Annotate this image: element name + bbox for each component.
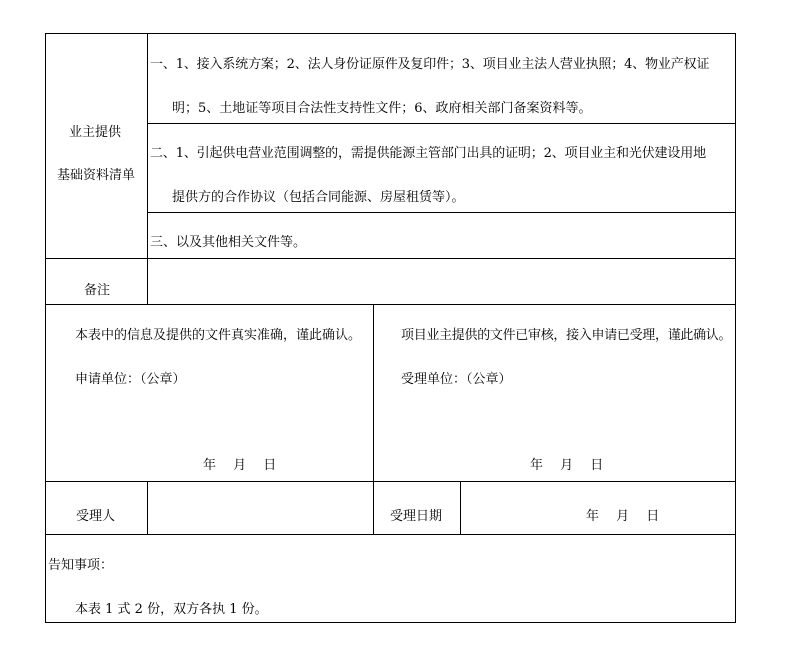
column-divider	[460, 481, 461, 535]
acceptance-person-label: 受理人	[76, 509, 116, 524]
column-divider	[373, 304, 374, 535]
table-border-left	[45, 33, 46, 623]
row-divider	[45, 258, 736, 259]
materials-item2-line2: 提供方的合作协议（包括合同能源、房屋租赁等）。	[172, 190, 465, 205]
applicant-date: 年 月 日	[203, 458, 277, 473]
applicant-confirm-text: 本表中的信息及提供的文件真实准确，谨此确认。	[75, 328, 362, 343]
table-border-right	[735, 33, 736, 623]
acceptor-unit-seal: 受理单位：（公章）	[401, 372, 512, 387]
applicant-unit-seal: 申请单位：（公章）	[75, 372, 186, 387]
remarks-label: 备注	[84, 283, 111, 298]
materials-label-line1: 业主提供	[69, 125, 122, 140]
row-divider	[45, 304, 736, 305]
materials-item1-line1: 一、1、接入系统方案；2、法人身份证原件及复印件；3、项目业主法人营业执照；4、物业产权证	[150, 57, 710, 72]
acceptance-date-value: 年 月 日	[586, 509, 660, 524]
acceptance-date-label: 受理日期	[390, 509, 443, 524]
acceptance-person-value[interactable]	[152, 490, 367, 528]
notice-text: 本表 1 式 2 份，双方各执 1 份。	[75, 602, 268, 617]
table-border-bottom	[45, 622, 736, 623]
acceptor-date: 年 月 日	[530, 458, 604, 473]
row-divider	[147, 123, 736, 124]
row-divider	[45, 534, 736, 535]
materials-item3: 三、以及其他相关文件等。	[150, 235, 307, 250]
materials-item1-line2: 明；5、土地证等项目合法性支持性文件；6、政府相关部门备案资料等。	[172, 101, 592, 116]
row-divider	[45, 481, 736, 482]
notice-title: 告知事项：	[48, 558, 114, 573]
materials-item2-line1: 二、1、引起供电营业范围调整的，需提供能源主管部门出具的证明；2、项目业主和光伏建设用地	[150, 146, 706, 161]
materials-label-line2: 基础资料清单	[57, 168, 136, 183]
column-divider	[147, 481, 148, 535]
remarks-value[interactable]	[152, 270, 732, 300]
acceptor-confirm-text: 项目业主提供的文件已审核，接入申请已受理，谨此确认。	[401, 328, 732, 343]
column-divider	[147, 33, 148, 305]
row-divider	[147, 212, 736, 213]
table-border-top	[45, 33, 736, 34]
